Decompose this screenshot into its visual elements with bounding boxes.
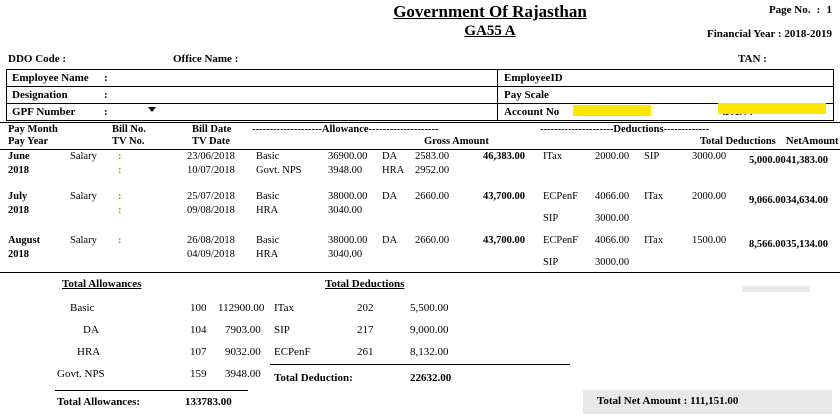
row-total-deduction: 5,000.00 xyxy=(749,155,786,166)
row-year: 2018 xyxy=(8,205,29,216)
col-deductions: ---------------------Deductions------------- xyxy=(540,124,710,135)
deduction-name: ITax xyxy=(644,235,664,246)
row-month: June xyxy=(8,151,30,162)
office-name-label: Office Name : xyxy=(173,53,239,65)
total-allowances-value: 133783.00 xyxy=(185,396,232,408)
empbox-divider-1 xyxy=(7,86,833,87)
col-bill-no: Bill No. xyxy=(112,124,146,135)
summary-deduction-name: SIP xyxy=(274,324,290,336)
deduction-name: ECPenF xyxy=(543,235,579,246)
allowance-name: HRA xyxy=(256,205,279,216)
col-bill-date: Bill Date xyxy=(192,124,232,135)
row-year: 2018 xyxy=(8,165,29,176)
row-total-deduction: 8,566.00 xyxy=(749,239,786,250)
row-bill-type: Salary xyxy=(70,191,97,202)
summary-allowance-name: Basic xyxy=(70,302,95,314)
table-top-rule xyxy=(0,122,840,123)
summary-deduction-code: 202 xyxy=(357,302,374,314)
gpf-number-row xyxy=(12,104,108,120)
row-bill-date: 25/07/2018 xyxy=(187,191,235,202)
total-allowances-label: Total Allowances: xyxy=(57,396,141,408)
deduction-amount: 3000.00 xyxy=(595,213,630,224)
row-bill-dot: : xyxy=(118,191,122,202)
allowance-name: Govt. NPS xyxy=(256,165,302,176)
employee-name-colon: : xyxy=(104,72,108,84)
total-deduction-rule xyxy=(270,364,570,365)
tan-label: TAN : xyxy=(738,53,767,65)
summary-allowance-amount: 9032.00 xyxy=(225,346,261,358)
deduction-amount: 4066.00 xyxy=(595,235,630,246)
summary-allowance-name: DA xyxy=(83,324,99,336)
form-code-title: GA55 A xyxy=(464,23,516,39)
row-year: 2018 xyxy=(8,249,29,260)
summary-deduction-code: 217 xyxy=(357,324,374,336)
empbox-divider-2 xyxy=(7,103,833,104)
row-month: August xyxy=(8,235,41,246)
deduction-amount: 4066.00 xyxy=(595,191,630,202)
allowance-name: Basic xyxy=(256,151,280,162)
gpf-number-label: GPF Number xyxy=(12,106,76,118)
deduction-amount: 1500.00 xyxy=(692,235,727,246)
document-header xyxy=(340,2,640,40)
summary-allowance-code: 107 xyxy=(190,346,207,358)
page-no-value: 1 xyxy=(826,4,832,16)
deduction-name: SIP xyxy=(543,257,559,268)
total-deductions-heading: Total Deductions xyxy=(325,278,405,290)
col-total-deductions: Total Deductions xyxy=(700,136,776,147)
designation-colon: : xyxy=(104,89,108,101)
ddo-code-label: DDO Code : xyxy=(8,53,67,65)
deduction-name: ECPenF xyxy=(543,191,579,202)
total-net-amount-text: Total Net Amount : 111,151.00 xyxy=(597,395,739,407)
row-tv-date: 09/08/2018 xyxy=(187,205,235,216)
summary-allowance-code: 159 xyxy=(190,368,207,380)
deduction-name: SIP xyxy=(644,151,660,162)
row-month: July xyxy=(8,191,28,202)
summary-deduction-amount: 5,500.00 xyxy=(410,302,449,314)
row-bill-dot: : xyxy=(118,235,122,246)
total-allowances-heading: Total Allowances xyxy=(62,278,142,290)
deduction-amount: 2000.00 xyxy=(595,151,630,162)
deduction-name: ITax xyxy=(644,191,664,202)
allowance-name: HRA xyxy=(256,249,279,260)
allowance-amount: 38000.00 xyxy=(328,191,368,202)
col-gross-amount: Gross Amount xyxy=(424,136,489,147)
summary-allowance-code: 100 xyxy=(190,302,207,314)
col-allowance: --------------------Allowance-------------------- xyxy=(252,124,439,135)
pay-scale-row xyxy=(504,87,549,103)
table-header-rule xyxy=(0,149,840,150)
allowance-name: DA xyxy=(382,235,398,246)
allowance-amount: 2660.00 xyxy=(415,235,450,246)
row-net-amount: 35,134.00 xyxy=(786,239,828,250)
allowance-amount: 3040.00 xyxy=(328,249,363,260)
summary-deduction-code: 261 xyxy=(357,346,374,358)
deduction-amount: 3000.00 xyxy=(595,257,630,268)
allowance-amount: 3948.00 xyxy=(328,165,363,176)
table-header xyxy=(0,124,840,150)
col-tv-date: TV Date xyxy=(192,136,231,147)
summary-allowance-amount: 7903.00 xyxy=(225,324,261,336)
summary-allowance-name: HRA xyxy=(77,346,101,358)
chevron-down-icon[interactable] xyxy=(148,107,156,112)
row-gross-amount: 43,700.00 xyxy=(483,191,525,202)
deduction-amount: 2000.00 xyxy=(692,191,727,202)
page-no-label: Page No. xyxy=(768,4,811,16)
row-bill-dot: : xyxy=(118,151,122,162)
designation-row xyxy=(12,87,108,103)
empbox-vertical-divider xyxy=(497,70,498,120)
page-no-separator: : xyxy=(816,4,821,16)
col-pay-month: Pay Month xyxy=(8,124,58,135)
decorative-strip xyxy=(742,286,810,292)
allowance-name: HRA xyxy=(382,165,405,176)
financial-year-value: 2018-2019 xyxy=(784,28,832,40)
row-total-deduction: 9,066.00 xyxy=(749,195,786,206)
summary-deduction-amount: 9,000.00 xyxy=(410,324,449,336)
financial-year-block xyxy=(707,26,832,42)
ddo-office-tan-row xyxy=(8,53,832,67)
employee-id-row xyxy=(504,70,563,86)
page-number-block xyxy=(769,2,832,18)
row-gross-amount: 46,383.00 xyxy=(483,151,525,162)
account-no-label: Account No xyxy=(504,106,560,118)
summary-allowance-amount: 112900.00 xyxy=(218,302,265,314)
row-tv-dot: : xyxy=(118,165,122,176)
row-gross-amount: 43,700.00 xyxy=(483,235,525,246)
summary-allowance-amount: 3948.00 xyxy=(225,368,261,380)
summary-deduction-amount: 8,132.00 xyxy=(410,346,449,358)
table-body xyxy=(0,151,840,271)
total-allowances-rule xyxy=(55,390,248,391)
employee-details-box xyxy=(6,69,834,121)
pay-scale-label: Pay Scale xyxy=(504,89,549,101)
row-net-amount: 34,634.00 xyxy=(786,195,828,206)
account-no-redaction xyxy=(573,105,651,116)
summary-allowance-code: 104 xyxy=(190,324,207,336)
deduction-name: SIP xyxy=(543,213,559,224)
allowance-amount: 2952.00 xyxy=(415,165,450,176)
allowance-amount: 36900.00 xyxy=(328,151,368,162)
row-bill-date: 26/08/2018 xyxy=(187,235,235,246)
page-title: Government Of Rajasthan xyxy=(393,2,587,21)
employee-id-label: EmployeeID xyxy=(504,72,563,84)
row-bill-type: Salary xyxy=(70,235,97,246)
deduction-amount: 3000.00 xyxy=(692,151,727,162)
row-tv-date: 04/09/2018 xyxy=(187,249,235,260)
allowance-amount: 2583.00 xyxy=(415,151,450,162)
allowance-name: DA xyxy=(382,191,398,202)
row-bill-date: 23/06/2018 xyxy=(187,151,235,162)
allowance-name: Basic xyxy=(256,235,280,246)
designation-label: Designation xyxy=(12,89,68,101)
summary-allowance-name: Govt. NPS xyxy=(57,368,105,380)
total-deduction-label: Total Deduction: xyxy=(274,372,353,384)
allowance-name: DA xyxy=(382,151,398,162)
allowance-amount: 3040.00 xyxy=(328,205,363,216)
gpf-number-colon: : xyxy=(104,106,108,118)
allowance-amount: 2660.00 xyxy=(415,191,450,202)
col-pay-year: Pay Year xyxy=(8,136,49,147)
summary-deduction-name: ECPenF xyxy=(274,346,311,358)
row-tv-dot: : xyxy=(118,205,122,216)
col-tv-no: TV No. xyxy=(112,136,145,147)
account-no-row xyxy=(504,104,559,120)
financial-year-label: Financial Year : xyxy=(707,28,782,40)
allowance-name: Basic xyxy=(256,191,280,202)
row-tv-date: 10/07/2018 xyxy=(187,165,235,176)
row-net-amount: 41,383.00 xyxy=(786,155,828,166)
pan-redaction xyxy=(718,103,826,114)
summary-deduction-name: ITax xyxy=(274,302,294,314)
employee-name-label: Employee Name xyxy=(12,72,89,84)
row-bill-type: Salary xyxy=(70,151,97,162)
employee-name-row xyxy=(12,70,108,86)
deduction-name: ITax xyxy=(543,151,563,162)
total-deduction-value: 22632.00 xyxy=(410,372,452,384)
total-net-amount-panel xyxy=(583,390,832,414)
allowance-amount: 38000.00 xyxy=(328,235,368,246)
table-bottom-rule xyxy=(0,272,840,273)
col-net-amount: NetAmount xyxy=(786,136,839,147)
